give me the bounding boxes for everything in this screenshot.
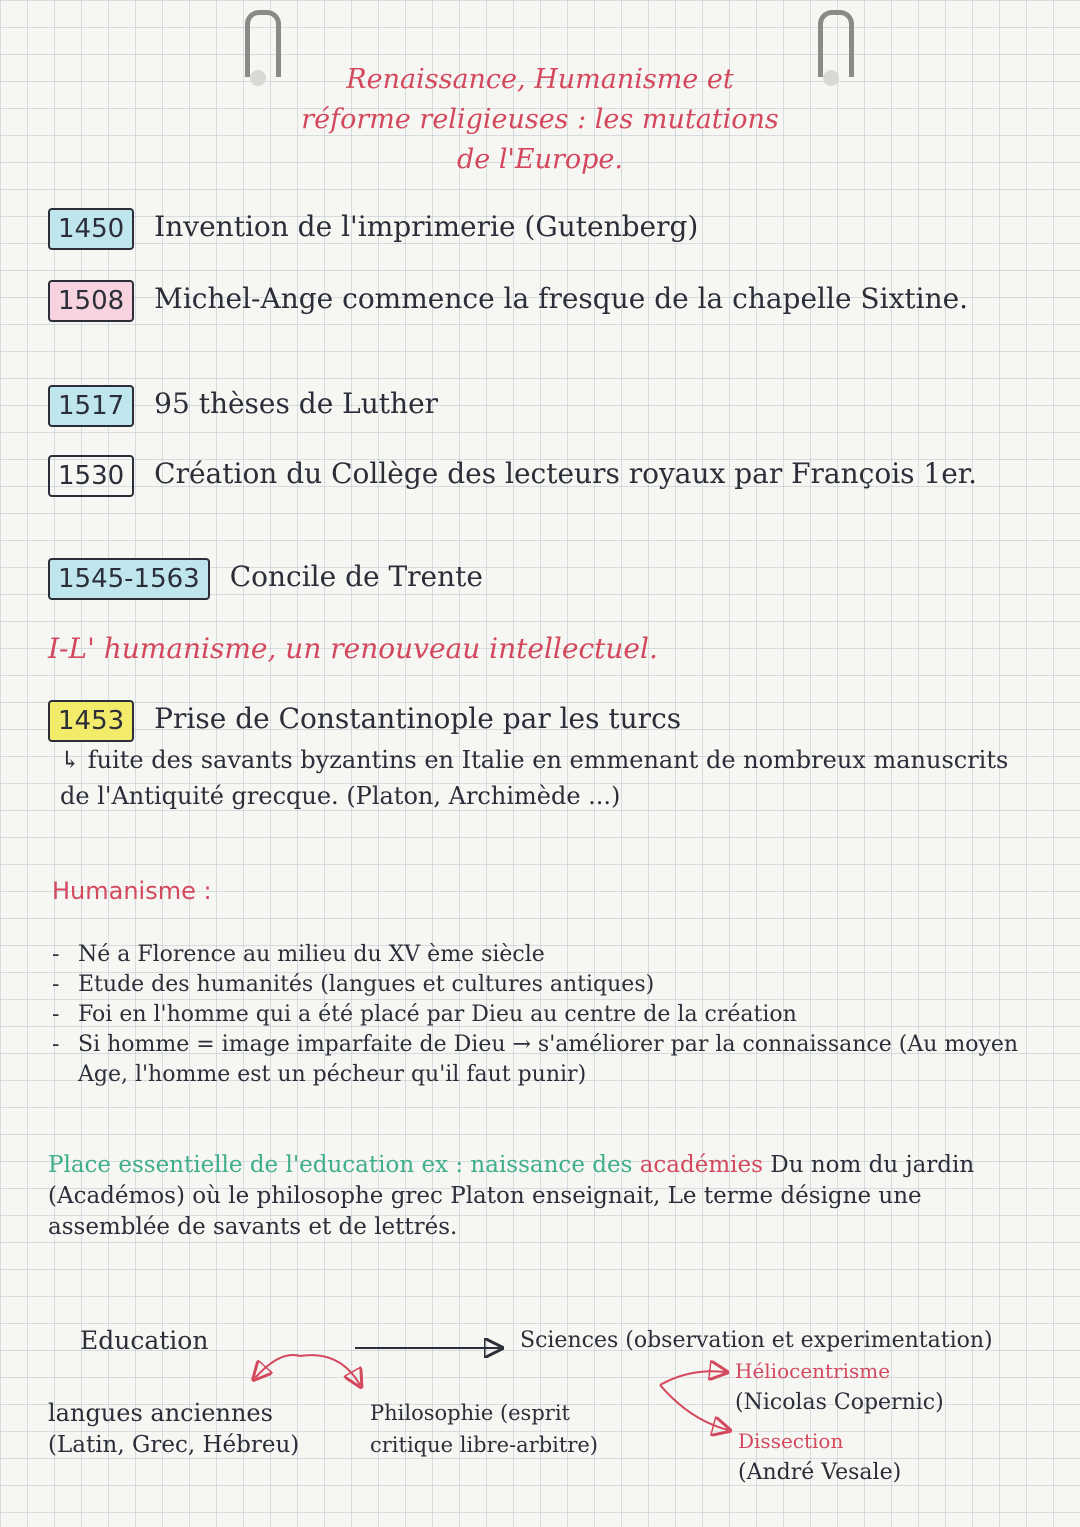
diagram-sciences: Sciences (observation et experimentation) bbox=[520, 1328, 993, 1353]
section-heading: I-L' humanisme, un renouveau intellectuel. bbox=[48, 632, 658, 665]
humanisme-label: Humanisme : bbox=[52, 877, 212, 905]
timeline-date: 1545-1563 bbox=[48, 558, 210, 600]
timeline-event: Michel-Ange commence la fresque de la chapelle Sixtine. bbox=[154, 282, 969, 315]
education-to-philosophie-arrow bbox=[300, 1355, 360, 1385]
diagram-philosophie-detail: critique libre-arbitre) bbox=[370, 1433, 598, 1457]
timeline-date: 1517 bbox=[48, 385, 134, 427]
diagram-philosophie: Philosophie (esprit bbox=[370, 1401, 570, 1425]
diagram-education: Education bbox=[80, 1326, 209, 1355]
sciences-to-heliocentrisme-arrow bbox=[660, 1371, 725, 1385]
education-text-end: Du nom du jardin (Académos) où le philosophe grec Platon enseignait, Le terme désigne une assemblée de savants et de lettrés. bbox=[48, 1152, 975, 1240]
timeline-event: Création du Collège des lecteurs royaux par François 1er. bbox=[154, 457, 978, 490]
title-line-3: de l'Europe. bbox=[456, 144, 623, 175]
timeline-event: Prise de Constantinople par les turcs bbox=[154, 702, 682, 735]
list-item: - Foi en l'homme qui a été placé par Dieu au centre de la création bbox=[48, 1000, 1058, 1030]
list-item: - Etude des humanités (langues et cultures antiques) bbox=[48, 970, 1058, 1000]
title-line-2: réforme religieuses : les mutations bbox=[301, 104, 779, 135]
timeline-date: 1508 bbox=[48, 280, 134, 322]
title-line-1: Renaissance, Humanisme et bbox=[346, 64, 734, 95]
list-item: - Si homme = image imparfaite de Dieu → s'améliorer par la connaissance (Au moyen Age, l'homme est un pécheur qu'il faut punir) bbox=[48, 1030, 1058, 1090]
education-to-langues-arrow bbox=[255, 1355, 300, 1378]
timeline-event: Concile de Trente bbox=[229, 560, 483, 593]
diagram-heliocentrisme: Héliocentrisme bbox=[735, 1359, 891, 1383]
timeline-event: Invention de l'imprimerie (Gutenberg) bbox=[154, 210, 699, 243]
diagram-langues-detail: (Latin, Grec, Hébreu) bbox=[48, 1432, 300, 1458]
diagram-langues: langues anciennes bbox=[48, 1399, 273, 1427]
timeline-date: 1450 bbox=[48, 208, 134, 250]
consequence-text: ↳ fuite des savants byzantins en Italie en emmenant de nombreux manuscrits de l'Antiquité grecque. (Platon, Archimède ...) bbox=[60, 746, 1009, 810]
timeline-date: 1530 bbox=[48, 455, 134, 497]
timeline-date: 1453 bbox=[48, 700, 134, 742]
education-text-start: Place essentielle de l'education ex : naissance des bbox=[48, 1152, 640, 1178]
diagram-vesale: (André Vesale) bbox=[738, 1460, 902, 1485]
diagram-dissection: Dissection bbox=[738, 1429, 844, 1453]
sciences-to-dissection-arrow bbox=[660, 1385, 728, 1430]
academies-term: académies bbox=[639, 1152, 763, 1178]
diagram-copernic: (Nicolas Copernic) bbox=[735, 1390, 944, 1415]
timeline-event: 95 thèses de Luther bbox=[154, 387, 439, 420]
list-item: - Né a Florence au milieu du XV ème siècle bbox=[48, 940, 1058, 970]
